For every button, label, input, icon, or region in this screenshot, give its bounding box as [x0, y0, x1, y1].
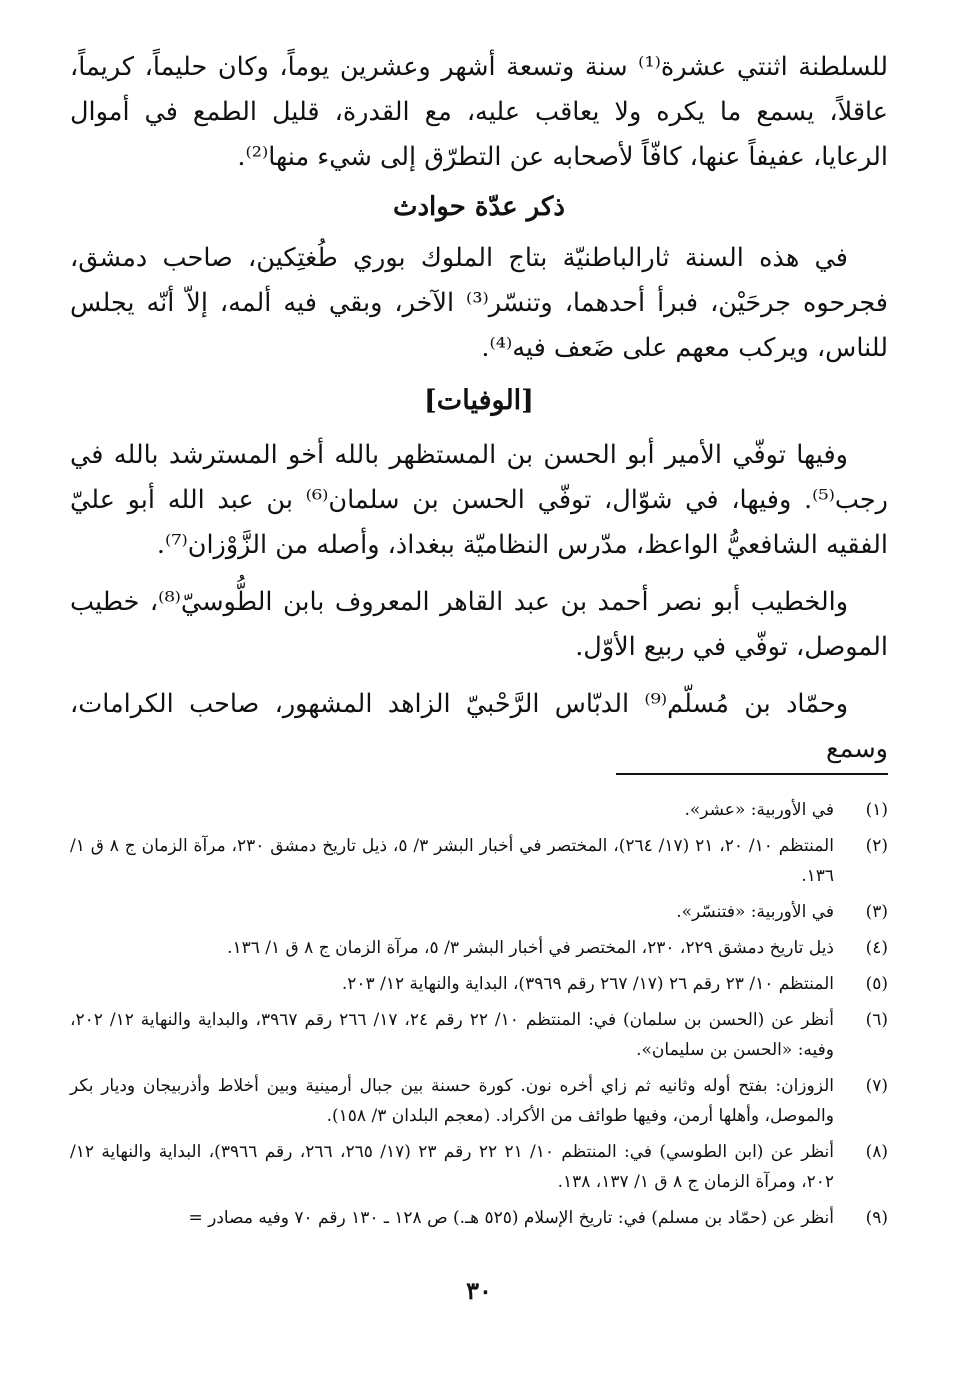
- footnotes: [70, 795, 888, 1239]
- book-page: [70, 45, 888, 1335]
- footnote: [70, 933, 888, 963]
- footnote: [70, 1203, 888, 1233]
- footnote-text: أنظر عن (الحسن بن سلمان) في: المنتظم ١٠/ ٢٢ رقم ٢٤، ١٧/ ٢٦٦ رقم ٣٩٦٧، والبداية والنهاية ١٢/ ٢٠٢، وفيه: «الحسن بن سليمان».: [70, 1010, 834, 1060]
- section-heading-events: ذكر عدّة حوادث: [393, 192, 565, 222]
- paragraph-sultanate: للسلطنة اثنتي عشرة⁽¹⁾ سنة وتسعة أشهر وعشرين يوماً، وكان حليماً، كريماً، عاقلاً، يسمع ما يكره ولا يعاقب عليه، مع القدرة، قليل الطمع في أموال الرعايا، عفيفاً عنها، كافّاً لأصحابه عن التطرّق إلى شيء منها⁽²⁾.: [70, 52, 888, 172]
- footnote-number: (٢): [865, 836, 888, 856]
- footnote-text: أنظر عن (ابن الطوسي) في: المنتظم ١٠/ ٢١ ٢٢ رقم ٢٣ (١٧/ ٢٦٥، ٢٦٦، رقم ٣٩٦٦)، البداية والنهاية ١٢/ ٢٠٢، ومرآة الزمان ج ٨ ق ١/ ١٣٧، ١٣٨.: [70, 1142, 835, 1192]
- paragraph-batiniyya-attack: في هذه السنة ثارالباطنيّة بتاج الملوك بوري طُغتِكين، صاحب دمشق، فجرحوه جرحَيْن، فبرأ أحدهما، وتنسّر⁽³⁾ الآخر، وبقي فيه ألمه، إلاّ أنّه يجلس للناس، ويركب معهم على ضَعف فيه⁽⁴⁾.: [70, 243, 888, 363]
- paragraph-deaths-3: وحمّاد بن مُسلّم⁽⁹⁾ الدبّاس الرَّحْبيّ الزاهد المشهور، صاحب الكرامات، وسمع: [70, 689, 888, 764]
- footnote-text: المنتظم ١٠/ ٢٠، ٢١ (١٧/ ٢٦٤)، المختصر في أخبار البشر ٣/ ٥، ذيل تاريخ دمشق ٢٣٠، مرآة الزمان ج ٨ ق ١/ ١٣٦.: [70, 836, 834, 886]
- footnote-number: (١): [865, 800, 888, 820]
- footnote: [70, 795, 888, 825]
- footnote-text: أنظر عن (حمّاد بن مسلم) في: تاريخ الإسلام (٥٢٥ هـ.) ص ١٢٨ ـ ١٣٠ رقم ٧٠ وفيه مصادر =: [188, 1208, 834, 1228]
- footnote-number: (٧): [865, 1076, 888, 1096]
- section-heading-deaths: [الوفيات]: [424, 385, 534, 416]
- footnote-number: (٩): [865, 1208, 888, 1228]
- paragraph-gap: [70, 568, 888, 580]
- paragraph-gap: [70, 670, 888, 682]
- footnote-text: المنتظم ١٠/ ٢٣ رقم ٢٦ (١٧/ ٢٦٧ رقم ٣٩٦٩)، البداية والنهاية ١٢/ ٢٠٣.: [341, 974, 834, 994]
- footnote-text: في الأوربية: «فتنسّر».: [676, 902, 834, 922]
- footnote-separator: [616, 773, 888, 775]
- footnote-text: ذيل تاريخ دمشق ٢٢٩، ٢٣٠، المختصر في أخبار البشر ٣/ ٥، مرآة الزمان ج ٨ ق ١/ ١٣٦.: [227, 938, 834, 958]
- footnote-text: في الأوربية: «عشر».: [684, 800, 834, 820]
- footnote: [70, 1005, 888, 1065]
- paragraph-deaths-1: وفيها توفّي الأمير أبو الحسن بن المستظهر بالله أخو المسترشد بالله في رجب⁽⁵⁾. وفيها، في شوّال، توفّي الحسن بن سلمان⁽⁶⁾ بن عبد الله أبو عليّ الفقيه الشافعيُّ الواعظ، مدّرس النظاميّة ببغداذ، وأصله من الزَّوْزان⁽⁷⁾.: [70, 440, 888, 560]
- footnote-text: الزوزان: بفتح أوله وثانيه ثم زاي أخره نون. كورة حسنة بين جبال أرمينية وبين أخلاط وأذربيجان وديار بكر والموصل، وأهلها أرمن، وفيها طوائف من الأكراد. (معجم البلدان ٣/ ١٥٨).: [70, 1076, 834, 1126]
- footnote: [70, 831, 888, 891]
- paragraph-deaths-2: والخطيب أبو نصر أحمد بن عبد القاهر المعروف بابن الطُّوسيّ⁽⁸⁾، خطيب الموصل، توفّي في ربيع الأوّل.: [70, 587, 888, 662]
- footnote-number: (٦): [865, 1010, 888, 1030]
- footnote-number: (٥): [865, 974, 888, 994]
- footnote: [70, 969, 888, 999]
- footnote-number: (٤): [865, 938, 888, 958]
- page-number: ٣٠: [466, 1276, 492, 1305]
- footnote: [70, 1071, 888, 1131]
- footnote: [70, 897, 888, 927]
- footnote: [70, 1137, 888, 1197]
- footnote-number: (٣): [865, 902, 888, 922]
- footnote-number: (٨): [865, 1142, 888, 1162]
